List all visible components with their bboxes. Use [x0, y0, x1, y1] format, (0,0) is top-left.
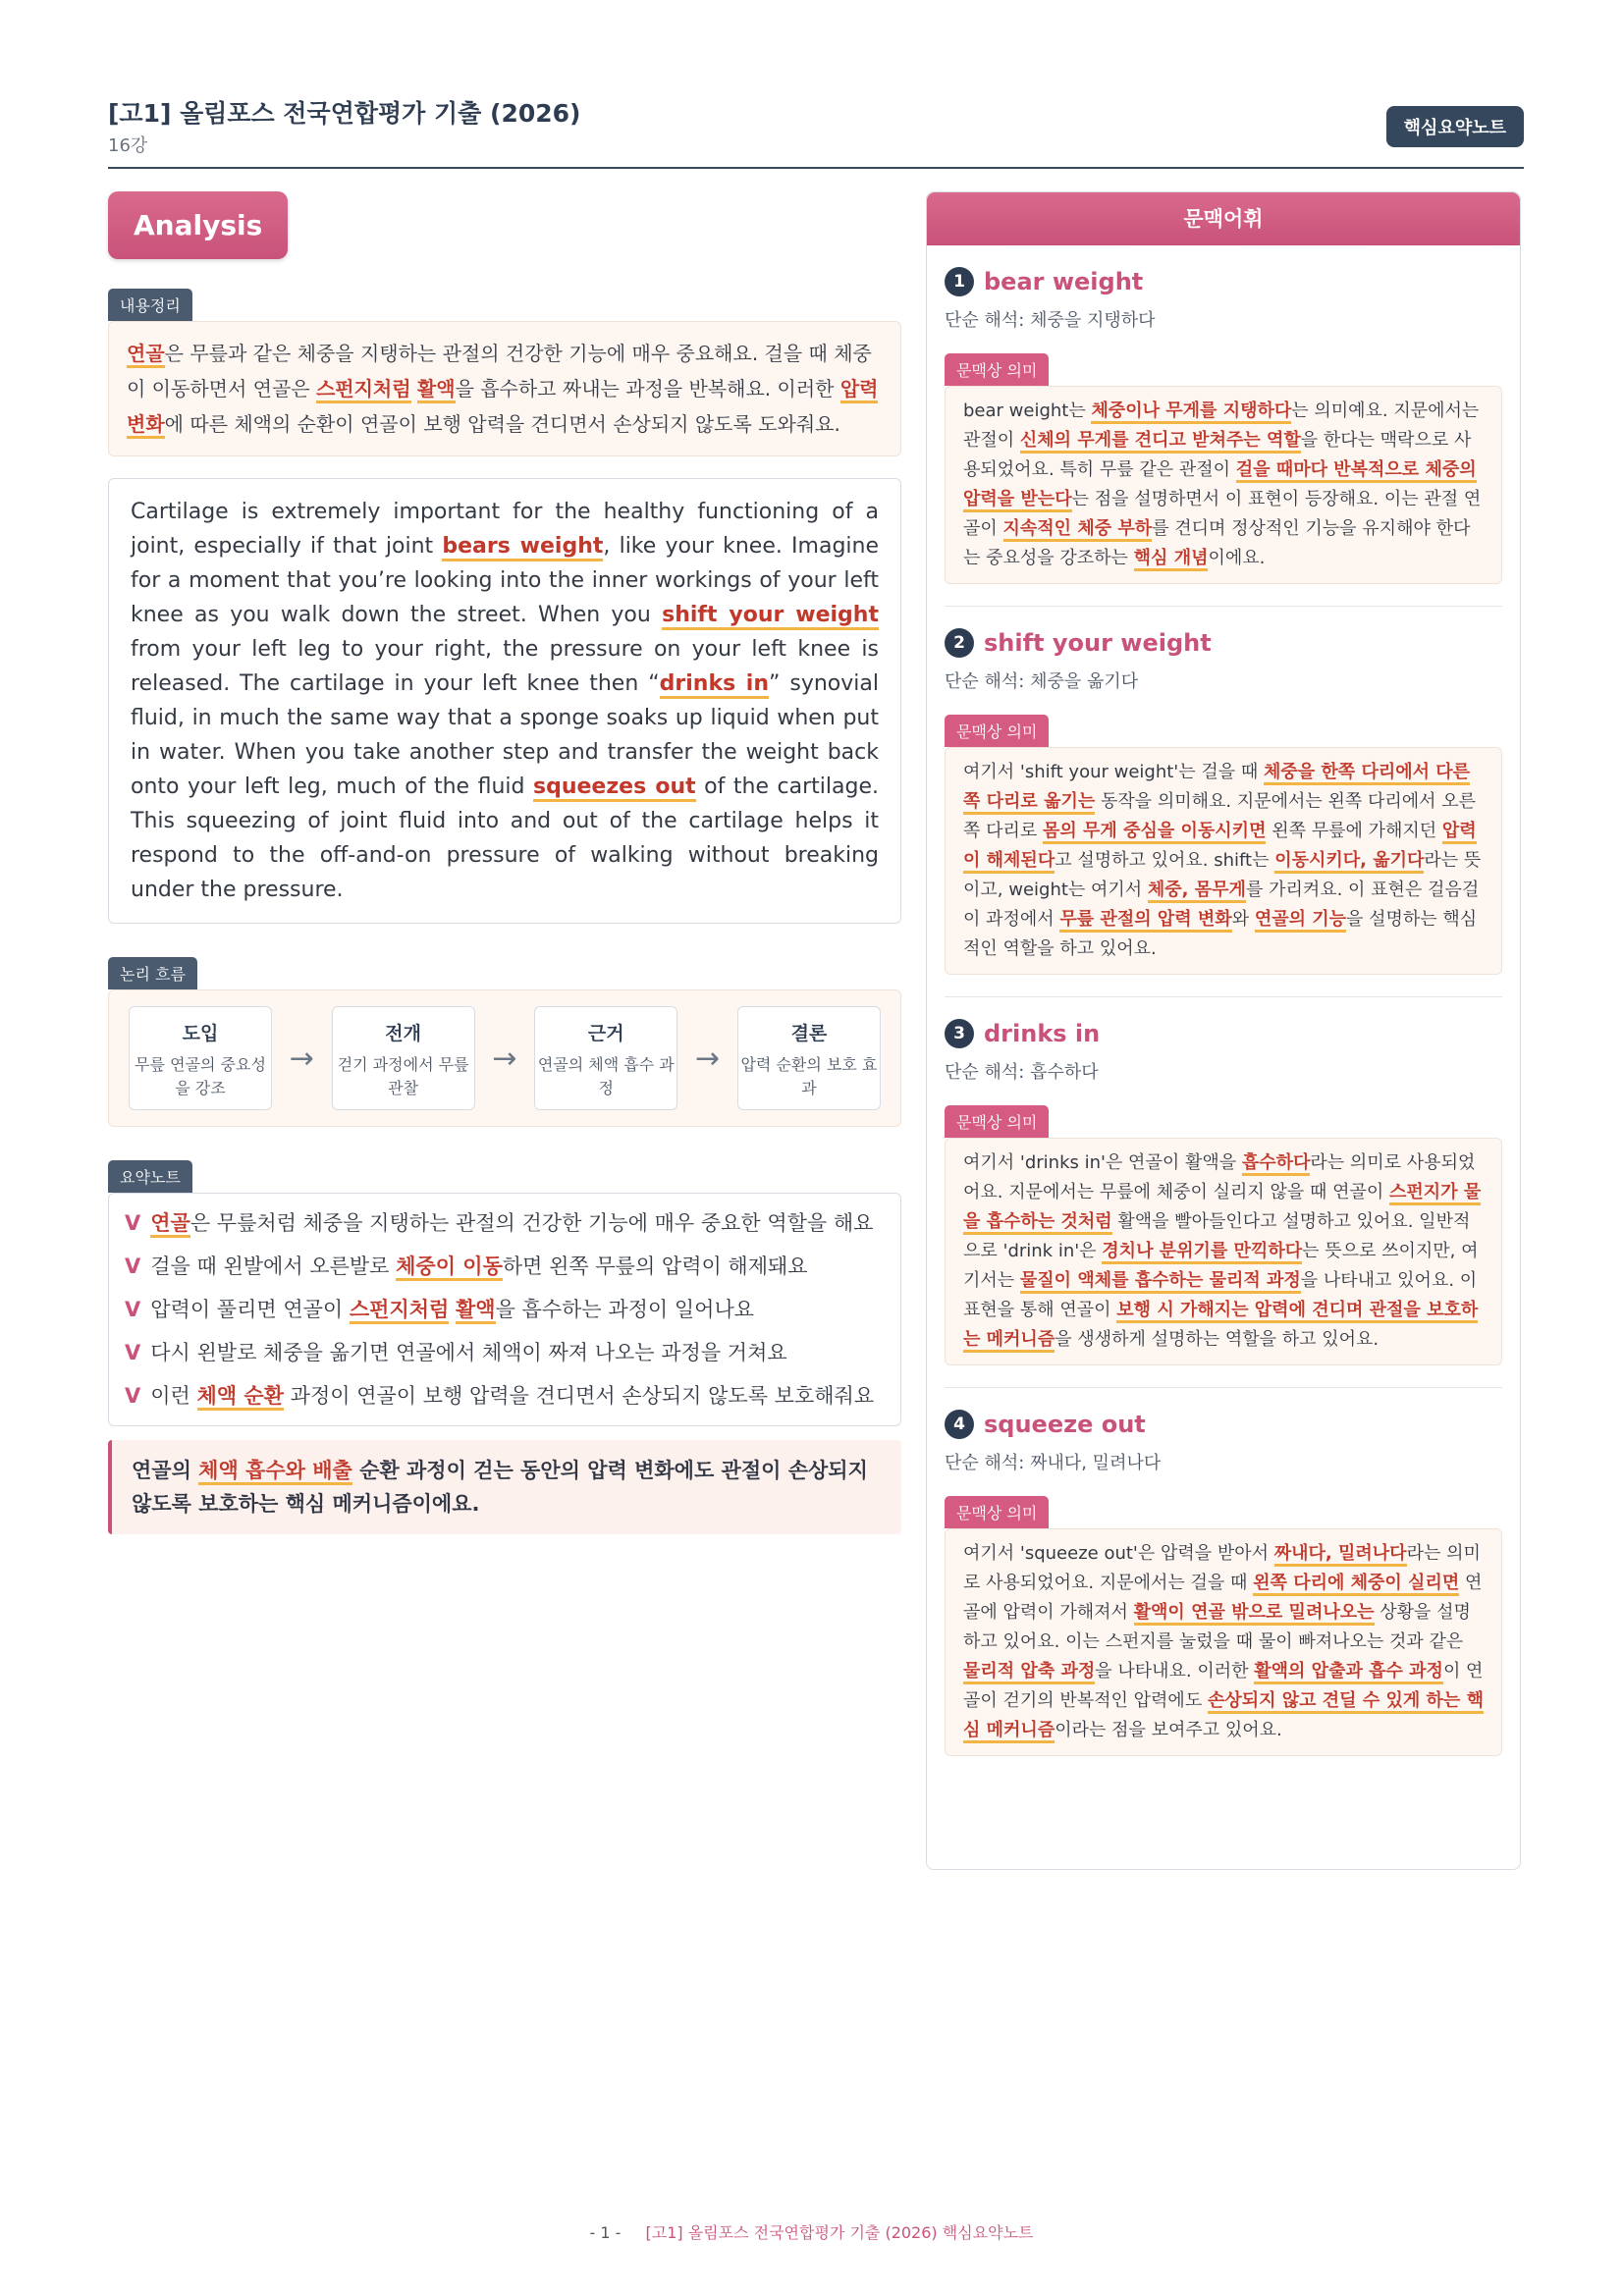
highlighted-term: 연골: [127, 342, 165, 368]
highlighted-term: 스펀지처럼: [350, 1298, 449, 1324]
context-meaning-text: [945, 747, 1502, 975]
highlighted-term: 연골의 기능: [1255, 909, 1346, 933]
flow-step-heading: 결론: [790, 1023, 828, 1044]
context-meaning-text: [945, 386, 1502, 584]
simple-meaning: [945, 1058, 1502, 1084]
vocab-item-3: [927, 1019, 1520, 1388]
flow-step-intro: [129, 1006, 272, 1110]
simple-meaning-text: 체중을 지탱하다: [1030, 310, 1156, 331]
highlighted-term: 활액이 연골 밖으로 밀려나오는: [1134, 1602, 1375, 1626]
text-segment: 을 나타내요. 이러한: [1095, 1661, 1255, 1682]
flow-step-heading: 근거: [587, 1023, 624, 1044]
context-meaning-text: [945, 1138, 1502, 1365]
simple-meaning-label: 단순 해석:: [945, 310, 1025, 331]
check-icon: V: [125, 1298, 141, 1321]
conclusion-callout: [108, 1440, 901, 1534]
section-divider: [945, 996, 1502, 997]
text-segment: 활액을 빨아들인다고 설명하고 있어요. 일반적으로 'drink in'은: [963, 1211, 1471, 1261]
highlighted-term: 압력 변화: [127, 377, 878, 439]
text-segment: 에 따른 체액의 순환이 연골이 보행 압력을 견디면서 손상되지 않도록 도와줘요.: [164, 412, 840, 436]
text-segment: 걸을 때 왼발에서 오른발로: [150, 1255, 397, 1278]
text-segment: 라는 의미로 사용되었어요. 지문에서는 걸을 때: [963, 1543, 1481, 1593]
summary-note-item: [125, 1331, 885, 1374]
check-icon: V: [125, 1211, 141, 1235]
text-segment: 연골에 압력이 가해져서: [963, 1573, 1483, 1623]
flow-step-development: [332, 1006, 475, 1110]
text-segment: 을 설명하는 핵심적인 역할을 하고 있어요.: [963, 909, 1478, 959]
highlighted-term: 압력이 해제된다: [963, 821, 1477, 874]
flow-step-text: 무릎 연골의 중요성을 강조: [135, 1055, 266, 1097]
context-vocabulary-panel: [926, 191, 1521, 1870]
text-segment: 연골의: [132, 1459, 199, 1482]
text-segment: , like your knee. Imagine for a moment that you’re looking into the inner workings of your left knee as you walk down the street. When you: [131, 534, 880, 627]
summary-note-badge: 핵심요약노트: [1386, 106, 1524, 147]
vocab-title: [945, 628, 1502, 658]
text-segment: 순환 과정이 걷는 동안의 압력 변화에도 관절이 손상되지 않도록 보호하는 핵심 메커니즘이에요.: [132, 1459, 868, 1516]
highlighted-term: 체중이 이동: [396, 1255, 503, 1281]
simple-meaning-text: 흡수하다: [1030, 1062, 1099, 1083]
highlighted-term: 물리적 압축 과정: [963, 1661, 1095, 1684]
vocabulary-panel-title: 문맥어휘: [927, 192, 1520, 245]
arrow-right-icon: →: [289, 1041, 314, 1076]
text-segment: 이라는 점을 보여주고 있어요.: [1055, 1720, 1282, 1740]
context-meaning-tag: 문맥상 의미: [945, 353, 1049, 386]
simple-meaning-text: 짜내다, 밀려나다: [1030, 1453, 1162, 1473]
highlighted-term: 왼쪽 다리에 체중이 실리면: [1253, 1573, 1459, 1596]
context-meaning-tag: 문맥상 의미: [945, 715, 1049, 747]
page-footer: [0, 2220, 1623, 2243]
text-segment: bear weight는: [963, 400, 1092, 421]
vocab-word: drinks in: [984, 1020, 1101, 1047]
text-segment: 을 나타내고 있어요. 이 표현을 통해 연골이: [963, 1270, 1478, 1320]
text-segment: 동작을 의미해요. 지문에서는 왼쪽 다리에서 오른쪽 다리로: [963, 791, 1477, 841]
simple-meaning: [945, 306, 1502, 332]
highlighted-term: 활액: [456, 1298, 496, 1324]
summary-note-item: [125, 1288, 885, 1331]
vocab-number-badge: 1: [945, 267, 974, 296]
logic-flow: [108, 989, 901, 1127]
highlighted-term: 물질이 액체를 흡수하는 물리적 과정: [1020, 1270, 1301, 1294]
text-segment: 다시 왼발로 체중을 옮기면 연골에서 체액이 짜져 나오는 과정을 거쳐요: [150, 1341, 787, 1364]
highlighted-term: squeezes out: [533, 774, 696, 802]
check-icon: V: [125, 1384, 141, 1408]
summary-note-item: [125, 1201, 885, 1245]
text-segment: 여기서 'squeeze out'은 압력을 받아서: [963, 1543, 1274, 1564]
note-text: [150, 1298, 754, 1324]
text-segment: from your left leg to your right, the pressure on your left knee is released. The cartilage in your left knee then “: [131, 637, 879, 696]
analysis-column: [108, 191, 901, 1534]
vocab-item-4: [927, 1410, 1520, 1756]
summary-note-item: [125, 1245, 885, 1288]
vocab-number-badge: 3: [945, 1019, 974, 1048]
context-meaning-text: [945, 1528, 1502, 1756]
text-segment: 를 견디며 정상적인 기능을 유지해야 한다는 중요성을 강조하는: [963, 518, 1471, 568]
simple-meaning-label: 단순 해석:: [945, 1062, 1025, 1083]
text-segment: 상황을 설명하고 있어요. 이는 스펀지를 눌렀을 때 물이 빠져나오는 것과 같은: [963, 1602, 1471, 1652]
highlighted-term: 경치나 분위기를 만끽하다: [1102, 1241, 1302, 1264]
text-segment: 은 무릎과 같은 체중을 지탱하는 관절의 건강한 기능에 매우 중요해요. 걸을 때 체중이 이동하면서 연골은: [127, 342, 872, 400]
vocab-word: squeeze out: [984, 1411, 1146, 1438]
simple-meaning-text: 체중을 옮기다: [1030, 671, 1139, 692]
highlighted-term: 연골: [150, 1211, 190, 1238]
vocab-number-badge: 4: [945, 1410, 974, 1439]
analysis-heading: Analysis: [108, 191, 288, 259]
highlighted-term: 짜내다, 밀려나다: [1274, 1543, 1407, 1567]
highlighted-term: drinks in: [660, 671, 769, 699]
highlighted-term: 손상되지 않고 견딜 수 있게 하는 핵심 메커니즘: [963, 1690, 1484, 1743]
text-segment: 여기서 'shift your weight'는 걸을 때: [963, 762, 1264, 782]
highlighted-term: 체액 순환: [197, 1384, 284, 1411]
vocab-word: bear weight: [984, 268, 1144, 295]
highlighted-term: 지속적인 체중 부하: [1003, 518, 1153, 542]
check-icon: V: [125, 1255, 141, 1278]
summary-notes: [108, 1193, 901, 1426]
text-segment: of the cartilage. This squeezing of joint fluid into and out of the cartilage helps it respond to the off-and-on pressure of walking without breaking under the pressure.: [131, 774, 879, 902]
text-segment: 여기서 'drinks in'은 연골이 활액을: [963, 1152, 1242, 1173]
korean-summary: [108, 321, 901, 456]
text-segment: 라는 뜻이고, weight는 여기서: [963, 850, 1482, 900]
text-segment: Cartilage is extremely important for the healthy functioning of a joint, especially if that joint: [131, 500, 879, 559]
vocab-item-2: [927, 628, 1520, 997]
flow-step-heading: 전개: [385, 1023, 421, 1044]
arrow-right-icon: →: [695, 1041, 721, 1076]
highlighted-term: 체중, 몸무게: [1148, 880, 1246, 903]
note-text: [150, 1341, 786, 1364]
text-segment: 라는 의미로 사용되었어요. 지문에서는 무릎에 체중이 실리지 않을 때 연골이: [963, 1152, 1476, 1202]
highlighted-term: 걸을 때마다 반복적으로 체중의 압력을 받는다: [963, 459, 1477, 512]
note-text: [150, 1384, 874, 1411]
highlighted-term: 이동시키다, 옮기다: [1274, 850, 1424, 874]
section-divider: [945, 1387, 1502, 1388]
text-segment: 을 생생하게 설명하는 역할을 하고 있어요.: [1055, 1329, 1380, 1350]
simple-meaning: [945, 1449, 1502, 1474]
simple-meaning: [945, 667, 1502, 693]
text-segment: 을 한다는 맥락으로 사용되었어요. 특히 무릎 같은 관절이: [963, 430, 1472, 480]
text-segment: 와: [1231, 909, 1255, 930]
highlighted-term: 활액: [417, 377, 456, 403]
text-segment: ” synovial fluid, in much the same way that a sponge soaks up liquid when put in water. When you take another step and transfer the weight back onto your left leg, much of the fluid: [131, 671, 879, 799]
vocab-item-1: [927, 267, 1520, 607]
note-text: [150, 1255, 807, 1281]
text-segment: 왼쪽 무릎에 가해지던: [1266, 821, 1442, 841]
text-segment: 는 점을 설명하면서 이 표현이 등장해요. 이는 관절 연골이: [963, 489, 1482, 539]
vocab-title: [945, 1410, 1502, 1439]
vocab-number-badge: 2: [945, 628, 974, 658]
text-segment: 을 흡수하는 과정이 일어나요: [495, 1298, 755, 1321]
vocab-word: shift your weight: [984, 629, 1212, 657]
flow-step-heading: 도입: [182, 1023, 219, 1044]
page-number: - 1 -: [589, 2223, 622, 2242]
flow-step-text: 압력 순환의 보호 효과: [740, 1055, 878, 1097]
summary-notes-tag: 요약노트: [108, 1160, 192, 1193]
check-icon: V: [125, 1341, 141, 1364]
arrow-right-icon: →: [492, 1041, 517, 1076]
section-divider: [945, 606, 1502, 607]
text-segment: 는 의미예요. 지문에서는 관절이: [963, 400, 1480, 451]
text-segment: 는 뜻으로 쓰이지만, 여기서는: [963, 1241, 1479, 1291]
english-passage: [108, 478, 901, 924]
highlighted-term: shift your weight: [662, 603, 879, 630]
document-title: [고1] 올림포스 전국연합평가 기출 (2026): [108, 99, 581, 128]
page-header: [108, 94, 1524, 169]
highlighted-term: 몸의 무게 중심을 이동시키면: [1043, 821, 1266, 844]
highlighted-term: 체중을 한쪽 다리에서 다른 쪽 다리로 옮기는: [963, 762, 1470, 815]
highlighted-term: 스펀지가 물을 흡수하는 것처럼: [963, 1182, 1481, 1235]
simple-meaning-label: 단순 해석:: [945, 1453, 1025, 1473]
vocab-title: [945, 267, 1502, 296]
text-segment: 은 무릎처럼 체중을 지탱하는 관절의 건강한 기능에 매우 중요한 역할을 해요: [189, 1211, 874, 1235]
footer-title: [고1] 올림포스 전국연합평가 기출 (2026) 핵심요약노트: [645, 2223, 1034, 2242]
text-segment: [411, 377, 417, 400]
highlighted-term: 흡수하다: [1242, 1152, 1311, 1176]
text-segment: 하면 왼쪽 무릎의 압력이 해제돼요: [502, 1255, 808, 1278]
text-segment: 을 흡수하고 짜내는 과정을 반복해요. 이러한: [455, 377, 840, 400]
text-segment: 압력이 풀리면 연골이: [150, 1298, 350, 1321]
flow-step-conclusion: [737, 1006, 881, 1110]
highlighted-term: 핵심 개념: [1134, 548, 1209, 571]
highlighted-term: 보행 시 가해지는 압력에 견디며 관절을 보호하는 메커니즘: [963, 1300, 1478, 1353]
content-summary-tag: 내용정리: [108, 289, 192, 321]
summary-note-item: [125, 1374, 885, 1417]
text-segment: 를 가리켜요. 이 표현은 걸음걸이 과정에서: [963, 880, 1480, 930]
text-segment: [449, 1298, 456, 1321]
lesson-number: 16강: [108, 135, 148, 156]
flow-step-text: 연골의 체액 흡수 과정: [537, 1055, 675, 1097]
text-segment: 고 설명하고 있어요. shift는: [1055, 850, 1275, 871]
text-segment: 과정이 연골이 보행 압력을 견디면서 손상되지 않도록 보호해줘요: [283, 1384, 875, 1408]
highlighted-term: 체액 흡수와 배출: [198, 1459, 352, 1485]
text-segment: 이에요.: [1208, 548, 1266, 568]
highlighted-term: bears weight: [442, 534, 603, 561]
simple-meaning-label: 단순 해석:: [945, 671, 1025, 692]
vocab-title: [945, 1019, 1502, 1048]
highlighted-term: 체중이나 무게를 지탱하다: [1091, 400, 1291, 424]
note-text: [150, 1211, 873, 1238]
flow-step-evidence: [534, 1006, 677, 1110]
highlighted-term: 무릎 관절의 압력 변화: [1059, 909, 1231, 933]
text-segment: 이런: [150, 1384, 197, 1408]
text-segment: 이 연골이 걷기의 반복적인 압력에도: [963, 1661, 1484, 1711]
logic-flow-tag: 논리 흐름: [108, 957, 197, 989]
flow-step-text: 걷기 과정에서 무릎 관찰: [337, 1055, 469, 1097]
context-meaning-tag: 문맥상 의미: [945, 1105, 1049, 1138]
highlighted-term: 스펀지처럼: [316, 377, 411, 403]
highlighted-term: 신체의 무게를 견디고 받쳐주는 역할: [1020, 430, 1301, 454]
context-meaning-tag: 문맥상 의미: [945, 1496, 1049, 1528]
highlighted-term: 활액의 압출과 흡수 과정: [1254, 1661, 1443, 1684]
